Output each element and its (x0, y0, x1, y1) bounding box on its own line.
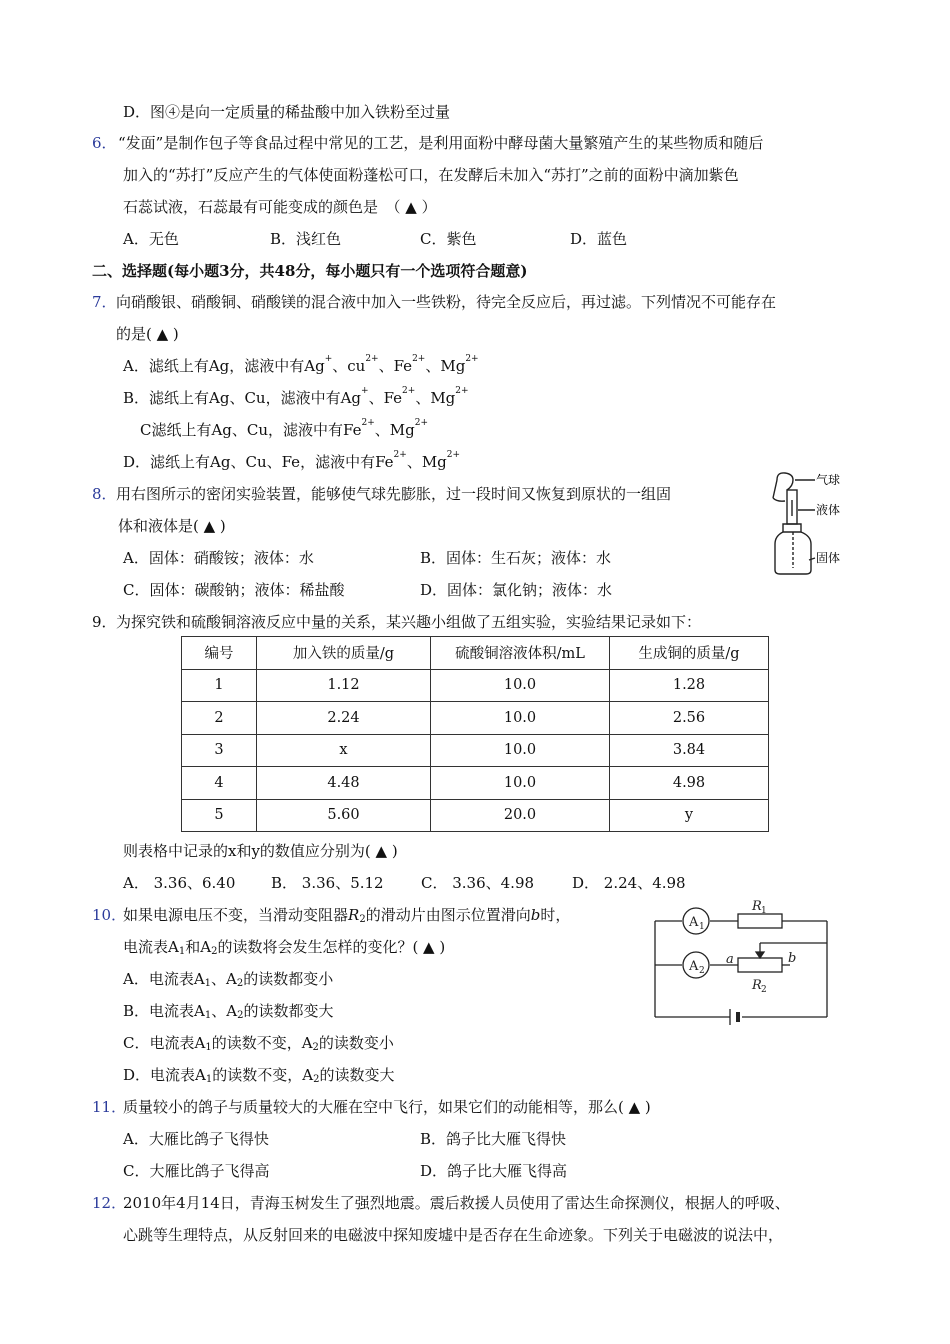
table-cell: 20.0 (431, 799, 610, 832)
table-cell: x (257, 734, 431, 767)
table-cell: 2.24 (257, 702, 431, 735)
q12-stem-line2: 心跳等生理特点，从反射回来的电磁波中探知废墟中是否存在生命迹象。下列关于电磁波的说法中， (123, 1226, 784, 1244)
label-solid: 固体 (816, 551, 841, 565)
table-cell: 4 (182, 767, 257, 800)
q9-option-d: D． 2.24、4.98 (572, 874, 686, 892)
label-a1: A (689, 915, 699, 930)
q9-option-a: A． 3.36、6.40 (123, 874, 236, 892)
table-cell: 10.0 (431, 702, 610, 735)
label-liquid: 液体 (816, 503, 841, 517)
table-row (182, 669, 769, 702)
table-cell: 5 (182, 799, 257, 832)
q11-stem-line1: 质量较小的鸽子与质量较大的大雁在空中飞行，如果它们的动能相等，那么( ▲ ) (123, 1098, 651, 1116)
q7-option-b: B．滤纸上有Ag、Cu，滤液中有Ag+、$Fe^{2+}$、$Mg^{2+}$ (123, 386, 469, 407)
q9-stem-line2: 则表格中记录的x和y的数值应分别为( ▲ ) (123, 842, 398, 860)
table-cell: 2 (182, 702, 257, 735)
q8-option-a: A．固体：硝酸铵；液体：水 (123, 549, 314, 567)
table-row (182, 734, 769, 767)
resistor-r1 (738, 914, 782, 928)
q6-option-c: C．紫色 (420, 230, 477, 248)
q7-option-d: D．滤纸上有Ag、Cu、Fe，滤液中有$Fe^{2+}$、$Mg^{2+}$ (123, 450, 461, 471)
table-cell: 4.98 (610, 767, 769, 800)
table-row (182, 702, 769, 735)
label-balloon: 气球 (816, 473, 841, 487)
table-cell: 1 (182, 669, 257, 702)
table-header: 编号 (182, 637, 257, 670)
label-a2: A (689, 959, 699, 974)
q10-stem-line1: 如果电源电压不变，当滑动变阻器R2的滑动片由图示位置滑向b时， (123, 906, 571, 925)
q12-stem-line1: 2010年4月14日，青海玉树发生了强烈地震。震后救援人员使用了雷达生命探测仪，根据人的呼吸、 (123, 1194, 790, 1212)
q6-stem-line3: 石蕊试液，石蕊最有可能变成的颜色是 （ ▲ ） (123, 198, 437, 216)
q11-option-c: C．大雁比鸽子飞得高 (123, 1162, 270, 1180)
q10-option-d: D．电流表A1的读数不变，A2的读数变大 (123, 1066, 395, 1085)
q10-option-c: C．电流表A1的读数不变，A2的读数变小 (123, 1034, 394, 1053)
q10-number: 10． (92, 906, 127, 924)
table-row (182, 767, 769, 800)
label-b: b (788, 951, 797, 966)
q7-stem-line1: 向硝酸银、硝酸铜、硝酸镁的混合液中加入一些铁粉，待完全反应后，再过滤。下列情况不可能存在 (116, 293, 777, 311)
q10-option-a: A．电流表A1、A2的读数都变小 (123, 970, 334, 989)
q10-option-b: B．电流表A1、A2的读数都变大 (123, 1002, 334, 1021)
q7-stem-line2: 的是( ▲ ) (116, 325, 179, 343)
table-cell: 2.56 (610, 702, 769, 735)
table-cell: 10.0 (431, 734, 610, 767)
table-cell: 1.28 (610, 669, 769, 702)
table-header: 加入铁的质量/g (257, 637, 431, 670)
q6-option-a: A．无色 (123, 230, 179, 248)
balloon-shape (777, 473, 793, 490)
stopper (783, 524, 801, 532)
q6-stem-line2: 加入的“苏打”反应产生的气体使面粉蓬松可口，在发酵后未加入“苏打”之前的面粉中滴加紫色 (123, 166, 739, 184)
q10-circuit-figure (650, 895, 835, 1040)
q7-option-c: C滤纸上有Ag、Cu，滤液中有$Fe^{2+}$、$Mg^{2+}$ (140, 418, 429, 439)
table-cell: 3.84 (610, 734, 769, 767)
label-r1-sub: 1 (761, 906, 767, 916)
q12-number: 12． (92, 1194, 127, 1212)
table-cell: 4.48 (257, 767, 431, 800)
table-header: 生成铜的质量/g (610, 637, 769, 670)
q7-number: 7． (92, 293, 117, 311)
q9-option-c: C． 3.36、4.98 (421, 874, 535, 892)
q6-option-d: D．蓝色 (570, 230, 628, 248)
rheostat-r2 (738, 958, 782, 972)
q11-option-d: D．鸽子比大雁飞得高 (420, 1162, 568, 1180)
q9-stem-line1: 为探究铁和硫酸铜溶液反应中量的关系，某兴趣小组做了五组实验，实验结果记录如下： (116, 613, 702, 631)
table-cell: 10.0 (431, 669, 610, 702)
q10-stem-line2: 电流表A1和A2的读数将会发生怎样的变化？( ▲ ) (123, 938, 446, 957)
table-header-row (182, 637, 769, 670)
q8-apparatus-figure (765, 470, 860, 580)
q7-option-a: A．滤纸上有Ag，滤液中有Ag+、$cu^{2+}$、$Fe^{2+}$、$Mg^{2+}$ (123, 354, 479, 375)
label-a2-sub: 2 (699, 966, 705, 976)
q5-option-d: D．图④是向一定质量的稀盐酸中加入铁粉至过量 (123, 103, 451, 121)
q9-data-table (181, 636, 769, 832)
q6-option-b: B．浅红色 (270, 230, 342, 248)
q8-option-d: D．固体：氯化钠；液体：水 (420, 581, 613, 599)
q8-option-c: C．固体：碳酸钠；液体：稀盐酸 (123, 581, 345, 599)
q8-stem-line2: 体和液体是( ▲ ) (118, 517, 226, 535)
q9-option-b: B． 3.36、5.12 (271, 874, 384, 892)
q6-number: 6． (92, 134, 117, 152)
q8-number: 8． (92, 485, 117, 503)
table-cell: 3 (182, 734, 257, 767)
q8-stem-line1: 用右图所示的密闭实验装置，能够使气球先膨胀，过一段时间又恢复到原状的一组固 (116, 485, 672, 503)
q9-number: 9． (92, 613, 117, 631)
table-cell: 1.12 (257, 669, 431, 702)
table-cell: 5.60 (257, 799, 431, 832)
q8-option-b: B．固体：生石灰；液体：水 (420, 549, 612, 567)
section-2-title: 二、选择题(每小题3分，共48分，每小题只有一个选项符合题意) (92, 262, 528, 280)
q11-option-b: B．鸽子比大雁飞得快 (420, 1130, 567, 1148)
label-r2-sub: 2 (761, 985, 767, 995)
q6-stem-line1: “发面”是制作包子等食品过程中常见的工艺，是利用面粉中酵母菌大量繁殖产生的某些物质和随后 (118, 134, 764, 152)
q11-option-a: A．大雁比鸽子飞得快 (123, 1130, 269, 1148)
label-r1: R (752, 899, 762, 914)
q11-number: 11． (92, 1098, 127, 1116)
table-header: 硫酸铜溶液体积/mL (431, 637, 610, 670)
label-r2: R (752, 978, 762, 993)
label-a: a (726, 952, 734, 967)
table-row (182, 799, 769, 832)
table-cell: y (610, 799, 769, 832)
label-a1-sub: 1 (699, 922, 705, 932)
table-cell: 10.0 (431, 767, 610, 800)
